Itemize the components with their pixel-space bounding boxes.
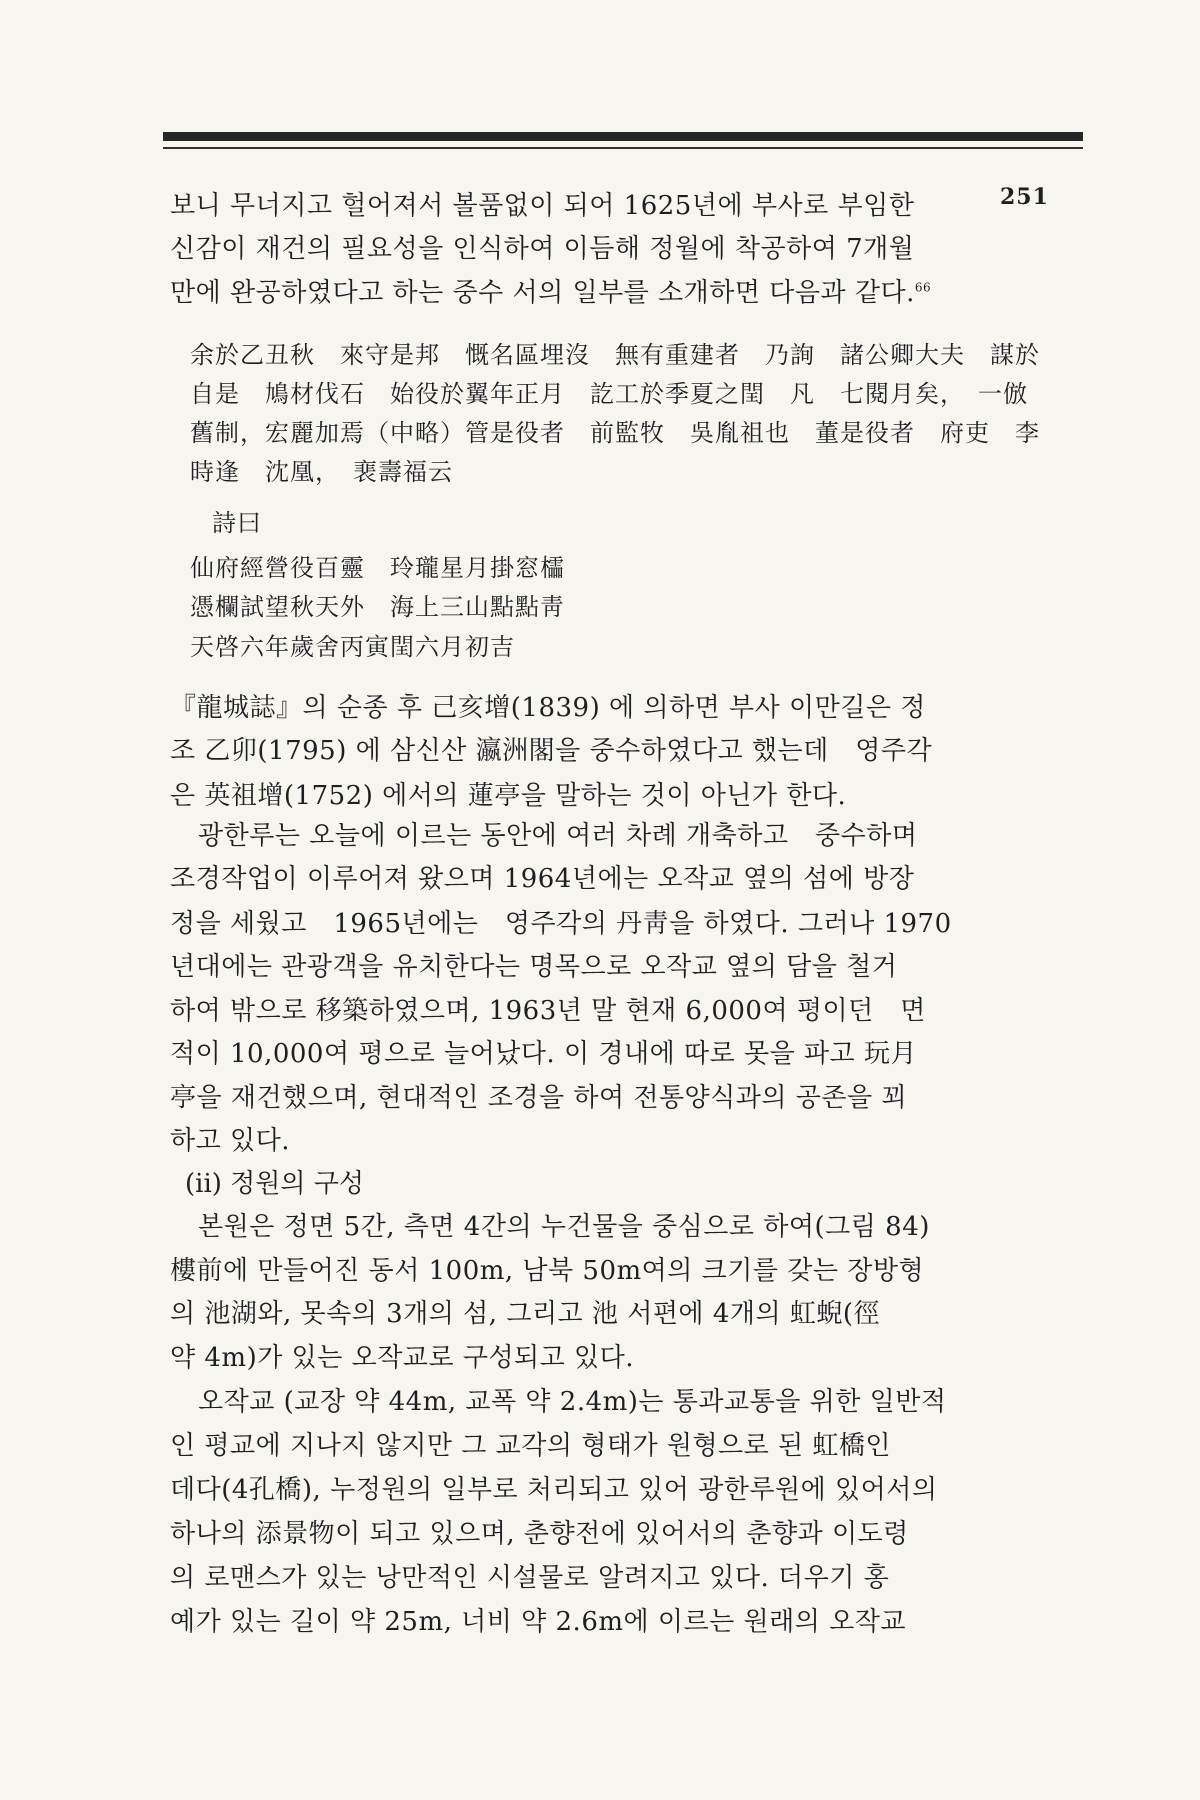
paragraph-line: 은 英祖增(1752) 에서의 蓮亭을 말하는 것이 아닌가 한다. xyxy=(170,781,847,811)
paragraph-line: 신감이 재건의 필요성을 인식하여 이듬해 정월에 착공하여 7개월 xyxy=(170,234,915,264)
paragraph-line: 오작교 (교장 약 44m, 교폭 약 2.4m)는 통과교통을 위한 일반적 xyxy=(198,1387,947,1417)
paragraph-line: 년대에는 관광객을 유치한다는 명목으로 오작교 옆의 담을 철거 xyxy=(170,952,898,982)
paragraph-line: 광한루는 오늘에 이르는 동안에 여러 차례 개축하고 중수하며 xyxy=(198,821,918,851)
paragraph-line xyxy=(170,272,932,309)
paragraph-line: 의 池湖와, 못속의 3개의 섬, 그리고 池 서편에 4개의 虹蜺(徑 xyxy=(170,1299,880,1329)
paragraph-line: 하여 밖으로 移築하였으며, 1963년 말 현재 6,000여 평이던 면 xyxy=(170,996,926,1026)
poem-title: 詩曰 xyxy=(212,509,262,537)
paragraph-line: 인 평교에 지나지 않지만 그 교각의 형태가 원형으로 된 虹橋인 xyxy=(170,1431,892,1461)
poem-line: 憑欄試望秋天外 海上三山點點靑 xyxy=(190,593,565,621)
poem-line: 天啓六年歲舍丙寅閏六月初吉 xyxy=(190,633,515,661)
paragraph-line: 예가 있는 길이 약 25m, 너비 약 2.6m에 이르는 원래의 오작교 xyxy=(170,1607,906,1637)
paragraph-line: 조경작업이 이루어져 왔으며 1964년에는 오작교 옆의 섬에 방장 xyxy=(170,864,915,894)
page-number: 251 xyxy=(1000,184,1049,210)
quotation-line: 余於乙丑秋 來守是邦 慨名區埋沒 無有重建者 乃詢 諸公卿大夫 謀於 xyxy=(190,341,1040,369)
paragraph-line: 데다(4孔橋), 누정원의 일부로 처리되고 있어 광한루원에 있어서의 xyxy=(170,1475,938,1505)
paragraph-line: 본원은 정면 5간, 측면 4간의 누건물을 중심으로 하여(그림 84) xyxy=(198,1212,930,1242)
paragraph-line: 亭을 재건했으며, 현대적인 조경을 하여 전통양식과의 공존을 꾀 xyxy=(170,1083,908,1113)
header-rule-thick xyxy=(163,132,1083,141)
header-rule-thin xyxy=(163,147,1083,149)
section-heading: (ii) 정원의 구성 xyxy=(185,1169,365,1199)
quotation-line: 自是 鳩材伐石 始役於翼年正月 訖工於季夏之閏 凡 七閱月矣， 一倣 xyxy=(190,380,1028,408)
paragraph-line: 樓前에 만들어진 동서 100m, 남북 50m여의 크기를 갖는 장방형 xyxy=(170,1256,925,1286)
paragraph-line: 하나의 添景物이 되고 있으며, 춘향전에 있어서의 춘향과 이도령 xyxy=(170,1519,909,1549)
paragraph-line: 정을 세웠고 1965년에는 영주각의 丹靑을 하였다. 그러나 1970 xyxy=(170,909,952,939)
paragraph-line: 보니 무너지고 헐어져서 볼품없이 되어 1625년에 부사로 부임한 xyxy=(170,191,915,221)
paragraph-line-text: 만에 완공하였다고 하는 중수 서의 일부를 소개하면 다음과 같다. xyxy=(170,278,915,308)
paragraph-line: 조 乙卯(1795) 에 삼신산 瀛洲閣을 중수하였다고 했는데 영주각 xyxy=(170,736,933,766)
paragraph-line: 의 로맨스가 있는 낭만적인 시설물로 알려지고 있다. 더우기 홍 xyxy=(170,1563,890,1593)
paragraph-line: 『龍城誌』의 순종 후 己亥增(1839) 에 의하면 부사 이만길은 정 xyxy=(170,693,926,723)
poem-line: 仙府經營役百靈 玲瓏星月掛窓櫺 xyxy=(190,554,565,582)
paragraph-line: 하고 있다. xyxy=(170,1126,290,1156)
paragraph-line: 적이 10,000여 평으로 늘어났다. 이 경내에 따로 못을 파고 玩月 xyxy=(170,1039,917,1069)
footnote-marker: 66 xyxy=(914,280,932,295)
quotation-line: 時逢 沈凰， 裵壽福云 xyxy=(190,458,453,486)
quotation-line: 舊制，宏麗加焉（中略）管是役者 前監牧 吳胤祖也 董是役者 府吏 李 xyxy=(190,419,1040,447)
paragraph-line: 약 4m)가 있는 오작교로 구성되고 있다. xyxy=(170,1343,635,1373)
